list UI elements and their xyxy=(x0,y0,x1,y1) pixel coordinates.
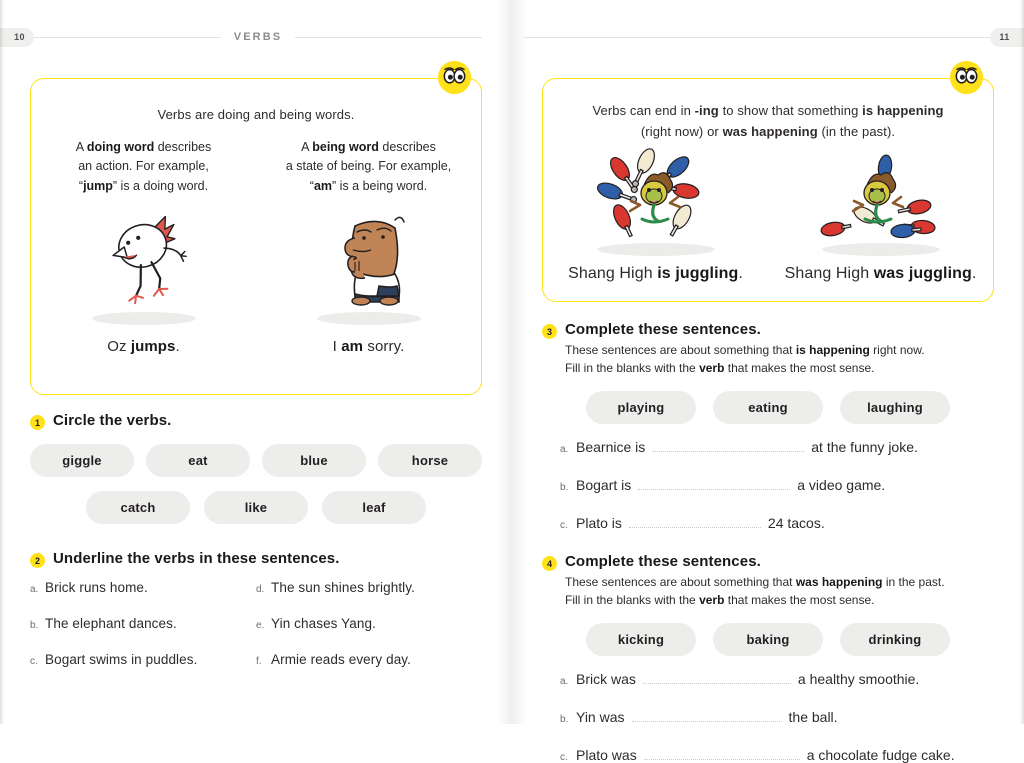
exercise-4-title: Complete these sentences. xyxy=(565,553,761,570)
fill-in-row[interactable] xyxy=(542,477,994,493)
item-marker: c. xyxy=(560,520,568,531)
row-prefix: Bearnice is xyxy=(576,439,646,455)
page-number-right: 11 xyxy=(990,28,1024,47)
list-item[interactable] xyxy=(30,616,256,631)
row-suffix: a chocolate fudge cake. xyxy=(806,747,955,763)
item-text: The elephant dances. xyxy=(45,616,177,631)
header-rule-right xyxy=(295,37,482,38)
exercise-4-number: 4 xyxy=(542,556,557,571)
left-page xyxy=(0,0,512,724)
left-running-header xyxy=(0,0,512,54)
right-lead-l2c: (in the past). xyxy=(817,123,896,139)
word-pill[interactable]: drinking xyxy=(840,623,950,656)
item-marker: a. xyxy=(30,584,39,595)
exercise-4-blanks xyxy=(542,671,994,763)
exercise-4 xyxy=(542,553,994,763)
fill-in-row[interactable] xyxy=(542,515,994,531)
caption-was-juggling-a: Shang High xyxy=(784,264,874,282)
item-text: Brick runs home. xyxy=(45,580,148,595)
item-text: Bogart swims in puddles. xyxy=(45,652,198,667)
item-marker: b. xyxy=(560,714,569,725)
figure-shadow xyxy=(597,243,715,256)
caption-was-juggling-verb: was juggling xyxy=(873,264,972,282)
caption-sorry-c: sorry. xyxy=(363,338,405,356)
doing-word-definition xyxy=(31,138,256,196)
exercise-1-pill-row-1 xyxy=(30,444,482,477)
item-marker: a. xyxy=(560,444,569,455)
caption-sorry-a: I xyxy=(332,338,342,356)
blank-input[interactable] xyxy=(638,478,790,490)
item-text: The sun shines brightly. xyxy=(271,580,415,595)
ex3-sub1a: These sentences are about something that xyxy=(565,343,796,357)
caption-is-juggling xyxy=(543,265,768,283)
chicken-jumping-illustration xyxy=(31,202,256,310)
being-word-definition xyxy=(256,138,481,196)
caption-oz-jumps xyxy=(31,338,256,355)
being-def-l3c: ” is a being word. xyxy=(332,178,428,193)
ex4-sub1a: These sentences are about something that xyxy=(565,575,796,589)
caption-was-juggling xyxy=(768,265,993,283)
header-rule-right-page xyxy=(524,37,990,38)
item-marker: f. xyxy=(256,656,262,667)
exercise-3-number: 3 xyxy=(542,324,557,339)
word-pill[interactable]: giggle xyxy=(30,444,134,477)
definition-columns xyxy=(31,138,481,196)
word-pill[interactable]: blue xyxy=(262,444,366,477)
list-item[interactable] xyxy=(30,580,256,595)
right-lead-was-happening: was happening xyxy=(722,123,818,139)
row-prefix: Plato is xyxy=(576,515,622,531)
eyes-icon xyxy=(950,61,983,94)
blank-input[interactable] xyxy=(644,748,800,760)
being-def-l1c: describes xyxy=(378,140,436,154)
exercise-2-number: 2 xyxy=(30,553,45,568)
item-marker: b. xyxy=(560,482,569,493)
ex4-sub1c: in the past. xyxy=(882,575,945,589)
ex4-sub1-emph: was happening xyxy=(795,575,883,589)
right-lead-l2a: (right now) or xyxy=(640,123,723,139)
right-lead-ing: -ing xyxy=(694,103,719,118)
figure-oz-jumps xyxy=(31,202,256,355)
caption-oz-a: Oz xyxy=(107,338,131,356)
word-pill[interactable]: like xyxy=(204,491,308,524)
doing-def-example: jump xyxy=(83,178,113,193)
caption-oz-c: . xyxy=(175,338,180,356)
word-pill[interactable]: catch xyxy=(86,491,190,524)
row-prefix: Bogart is xyxy=(576,477,632,493)
figure-shadow xyxy=(317,312,421,325)
blank-input[interactable] xyxy=(632,710,782,722)
right-figure-row xyxy=(543,145,993,283)
caption-sorry-verb: am xyxy=(341,338,364,356)
exercise-3-pill-row xyxy=(542,391,994,424)
being-def-l3a: “ xyxy=(309,178,314,193)
doing-def-l1a: A xyxy=(75,140,87,154)
ex4-sub2-emph: verb xyxy=(699,593,725,607)
running-title: VERBS xyxy=(233,31,283,43)
list-item[interactable] xyxy=(256,616,482,631)
row-suffix: a video game. xyxy=(797,477,886,493)
doing-def-term: doing word xyxy=(86,140,155,154)
exercise-2-header xyxy=(30,550,482,568)
item-marker: c. xyxy=(30,656,38,667)
right-page xyxy=(512,0,1024,763)
list-item[interactable] xyxy=(256,580,482,595)
blank-input[interactable] xyxy=(652,440,804,452)
figure-i-am-sorry xyxy=(256,202,481,355)
figure-is-juggling xyxy=(543,145,768,283)
right-running-header xyxy=(512,0,1024,54)
right-lead-l1c: to show that something xyxy=(718,103,863,118)
left-figure-row xyxy=(31,202,481,355)
ex3-sub1-emph: is happening xyxy=(795,343,870,357)
item-marker: b. xyxy=(30,620,39,631)
man-apologizing-illustration xyxy=(256,202,481,310)
fill-in-row[interactable] xyxy=(542,671,994,687)
item-marker: d. xyxy=(256,584,265,595)
doing-def-l3c: ” is a doing word. xyxy=(112,178,209,193)
monkey-dropped-clubs-illustration xyxy=(768,145,993,241)
being-def-example: am xyxy=(313,178,333,193)
header-rule-left xyxy=(34,37,221,38)
page-number-left: 10 xyxy=(0,28,34,47)
word-pill[interactable]: playing xyxy=(586,391,696,424)
word-pill[interactable]: kicking xyxy=(586,623,696,656)
item-marker: a. xyxy=(560,676,569,687)
caption-was-juggling-c: . xyxy=(971,264,977,282)
exercise-1-title: Circle the verbs. xyxy=(53,412,172,429)
being-def-term: being word xyxy=(312,140,379,154)
caption-juggling-c: . xyxy=(738,264,743,282)
figure-shadow xyxy=(822,243,940,256)
doing-def-l2: an action. For example, xyxy=(78,159,209,174)
word-pill[interactable]: baking xyxy=(713,623,823,656)
right-info-box xyxy=(542,78,994,302)
figure-was-juggling xyxy=(768,145,993,283)
exercise-3 xyxy=(542,321,994,531)
being-def-l2: a state of being. For example, xyxy=(285,159,452,174)
exercise-3-subtitle xyxy=(565,341,994,377)
ex4-sub2a: Fill in the blanks with the xyxy=(565,593,700,607)
left-info-box xyxy=(30,78,482,395)
exercise-4-header xyxy=(542,553,994,571)
row-prefix: Plato was xyxy=(576,747,637,763)
item-text: Armie reads every day. xyxy=(271,652,412,667)
row-suffix: at the funny joke. xyxy=(811,439,918,455)
ex3-sub2-emph: verb xyxy=(699,361,725,375)
exercise-1-number: 1 xyxy=(30,415,45,430)
list-item[interactable] xyxy=(30,652,256,667)
exercise-1 xyxy=(30,412,482,524)
exercise-2 xyxy=(30,550,482,688)
word-pill[interactable]: laughing xyxy=(840,391,950,424)
ex3-sub2c: that makes the most sense. xyxy=(724,361,875,375)
item-text: Yin chases Yang. xyxy=(271,616,376,631)
word-pill[interactable]: horse xyxy=(378,444,482,477)
exercise-4-subtitle xyxy=(565,573,994,609)
exercise-2-title: Underline the verbs in these sentences. xyxy=(53,550,340,567)
blank-input[interactable] xyxy=(643,672,791,684)
blank-input[interactable] xyxy=(629,516,761,528)
exercise-3-blanks xyxy=(542,439,994,531)
right-lead-text xyxy=(543,79,993,143)
row-prefix: Brick was xyxy=(576,671,636,687)
item-marker: e. xyxy=(256,620,265,631)
exercise-2-sentence-grid xyxy=(30,580,482,688)
right-lead-l1a: Verbs can end in xyxy=(592,103,695,118)
fill-in-row[interactable] xyxy=(542,747,994,763)
doing-def-l1c: describes xyxy=(154,140,212,154)
row-suffix: the ball. xyxy=(788,709,838,725)
eyes-icon xyxy=(438,61,471,94)
fill-in-row[interactable] xyxy=(542,439,994,455)
row-suffix: a healthy smoothie. xyxy=(797,671,920,687)
caption-juggling-verb: is juggling xyxy=(657,264,739,282)
word-pill[interactable]: eat xyxy=(146,444,250,477)
monkey-juggling-illustration xyxy=(543,145,768,241)
exercise-3-title: Complete these sentences. xyxy=(565,321,761,338)
exercise-1-header xyxy=(30,412,482,430)
figure-shadow xyxy=(92,312,196,325)
doing-def-l3a: “ xyxy=(78,178,84,193)
word-pill[interactable]: leaf xyxy=(322,491,426,524)
exercise-1-pill-row-2 xyxy=(30,491,482,524)
ex3-sub1c: right now. xyxy=(869,343,925,357)
row-prefix: Yin was xyxy=(576,709,625,725)
ex4-sub2c: that makes the most sense. xyxy=(724,593,875,607)
ex3-sub2a: Fill in the blanks with the xyxy=(565,361,700,375)
caption-oz-verb: jumps xyxy=(130,338,176,356)
word-pill[interactable]: eating xyxy=(713,391,823,424)
caption-juggling-a: Shang High xyxy=(568,264,658,282)
fill-in-row[interactable] xyxy=(542,709,994,725)
exercise-4-pill-row xyxy=(542,623,994,656)
caption-i-am-sorry xyxy=(256,338,481,355)
being-def-l1a: A xyxy=(301,140,313,154)
left-lead-text: Verbs are doing and being words. xyxy=(157,107,355,122)
right-lead-is-happening: is happening xyxy=(862,103,944,118)
row-suffix: 24 tacos. xyxy=(767,515,825,531)
item-marker: c. xyxy=(560,752,568,763)
list-item[interactable] xyxy=(256,652,482,667)
exercise-3-header xyxy=(542,321,994,339)
